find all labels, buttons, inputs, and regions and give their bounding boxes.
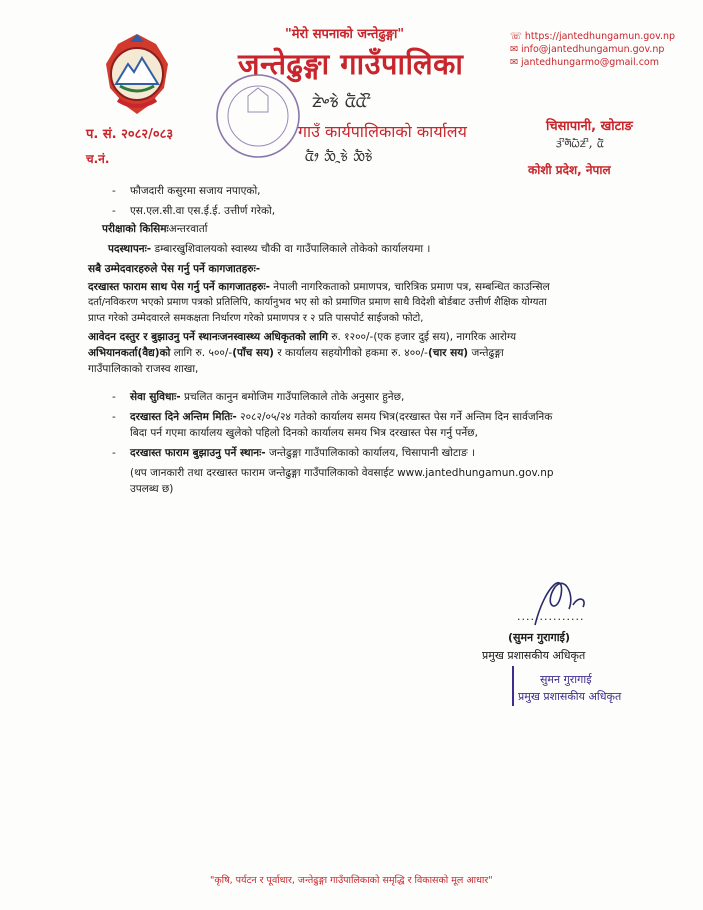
signature-line: ............... [517, 610, 585, 623]
contact-block [510, 30, 675, 69]
website-link[interactable]: https://jantedhungamun.gov.np [524, 31, 676, 42]
submission-place-item: - दरखास्त फाराम बुझाउनु पर्ने स्थानः- जन्तेढुङ्गा गाउँपालिकाको कार्यालय, चिसापानी खोटाङ । [112, 447, 475, 459]
fee-line: अभियानकर्ता(वैद्य)को लागि रु. ५००/-(पाँच सय) र कार्यालय सहयोगीको हकमा रु. ४००/-(चार सय) जन्तेढुङ्गा [88, 347, 504, 359]
notice-body [88, 183, 648, 497]
deadline-item: - दरखास्त दिने अन्तिम मितिः- २०८२/०५/२४ गतेको कार्यालय समय भित्र(दरखास्त पेस गर्ने अन्तिम दिन सार्वजनिक [112, 411, 553, 423]
dispatch-number: च.नं. [86, 152, 110, 166]
documents-line: प्राप्त गरेको उम्मेदवारले समकक्षता निर्धारण गरेको प्रमाणपत्र र २ प्रति पासपोर्ट साईजको फोटो, [88, 313, 424, 324]
documents-line: दर्ता/नविकरण भएको प्रमाण पत्रको प्रतिलिपि, कार्यानुभव भए सो को प्रमाणित प्रमाण साथै विदेशी बोर्डबाट उत्तीर्ण शैक्षिक योग्यता [88, 297, 547, 308]
official-email[interactable]: info@jantedhungamun.gov.np [520, 44, 665, 55]
mail-icon: ✉ [510, 57, 521, 68]
globe-icon: ☏ [510, 31, 525, 42]
slogan: "मेरो सपनाको जन्तेढुङ्गा" [285, 27, 405, 42]
signatory-title: प्रमुख प्रशासकीय अधिकृत [482, 649, 586, 662]
exam-type: परीक्षाको किसिमःअन्तरवार्ता [102, 223, 208, 235]
more-info: (थप जानकारी तथा दरखास्त फाराम जन्तेढुङ्गा गाउँपालिकाको वेवसाईट www.jantedhungamun.gov.np [130, 467, 554, 479]
office-name: गाउँ कार्यपालिकाको कार्यालय [298, 122, 467, 141]
office-location: चिसापानी, खोटाङ [546, 119, 633, 134]
documents-heading: सबै उम्मेदवारहरुले पेस गर्नु पर्ने कागजातहरुः- [88, 263, 261, 275]
nepal-emblem-icon [96, 30, 178, 118]
stamp-name: सुमन गुरागाई [540, 673, 592, 686]
signatory-name: (सुमन गुरागाई) [508, 631, 570, 644]
mail-icon: ✉ [510, 44, 521, 55]
limbu-script-line: ᤏᤧᤴᤃᤧ ᤂᤠᤂᤧᤡ [312, 88, 371, 112]
fee-line: आवेदन दस्तुर र बुझाउनु पर्ने स्थानःजनस्वास्थ्य अधिकृतको लागि रु. १२००/-(एक हजार दुई सय), नागरिक आरोग्य [88, 331, 517, 343]
fee-line: गाउँपालिकाको राजस्व शाखा, [88, 363, 199, 375]
criteria-item: - एस.एल.सी.वा एस.ई.ई. उत्तीर्ण गरेको, [112, 205, 276, 217]
stamp-title: प्रमुख प्रशासकीय अधिकृत [518, 690, 622, 703]
signature-mark [495, 565, 605, 635]
municipality-name: जन्तेढुङ्गा गाउँपालिका [238, 47, 464, 81]
deadline-item-cont: बिदा पर्न गएमा कार्यालय खुलेको पहिलो दिनको कार्यालय समय भित्र दरखास्त पेस गर्नु पर्नेछ, [130, 427, 478, 439]
reference-number: प. सं. २०८२/०८३ [86, 127, 174, 142]
criteria-item: - फौजदारी कसुरमा सजाय नपाएको, [112, 185, 261, 197]
posting-place: पदस्थापनः- डम्बारखुशिवालयको स्वास्थ्य चौकी वा गाउँपालिकाले तोकेको कार्यालयमा । [108, 243, 431, 255]
more-info-cont: उपलब्ध छ) [130, 483, 174, 495]
personal-email[interactable]: jantedhungarmo@gmail.com [520, 57, 659, 68]
limbu-script-office: ᤂᤥ ᤑᤠᤳᤃᤧ ᤑᤠᤃᤧ [305, 146, 373, 166]
office-seal-stamp [214, 72, 302, 160]
province: कोशी प्रदेश, नेपाल [528, 163, 611, 177]
facility-item: - सेवा सुविधाः- प्रचलित कानुन बमोजिम गाउँपालिकाले तोके अनुसार हुनेछ, [112, 391, 405, 403]
footer-tagline: "कृषि, पर्यटन र पूर्वाधार, जन्तेढुङ्गा गाउँपालिकाको समृद्धि र विकासको मूल आधार" [210, 875, 493, 886]
documents-line: दरखास्त फाराम साथ पेस गर्नु पर्ने कागजातहरुः- नेपाली नागरिकताको प्रमाणपत्र, चारित्रिक प्रमाण पत्र, सम्बन्धित काउन्सिल [88, 281, 550, 293]
office-location-script: ᤋᤡᤛᤠᤐᤠᤏᤡ, ᤂᤠ [556, 136, 604, 151]
